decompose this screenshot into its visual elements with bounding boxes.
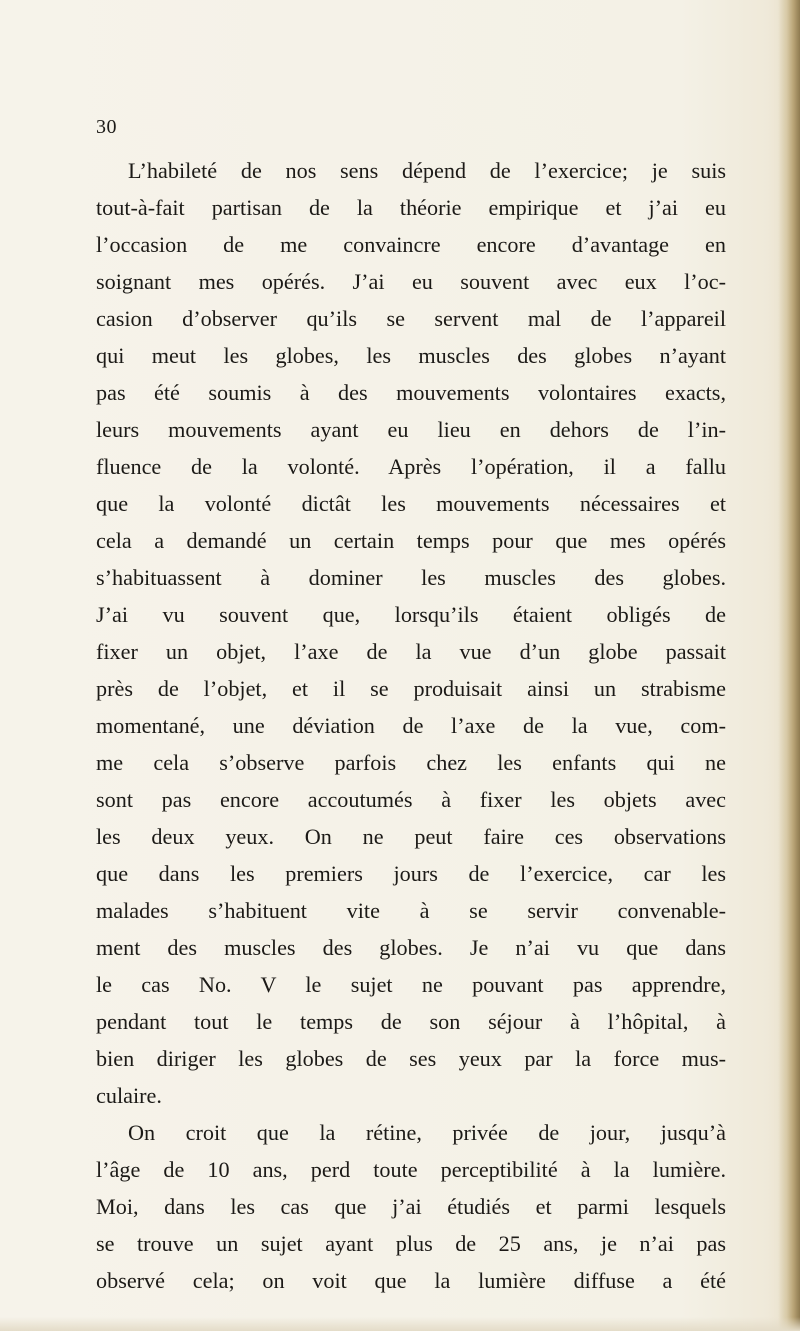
text-line: l’âge de 10 ans, perd toute perceptibilité à la lumière. xyxy=(96,1157,726,1182)
page-bottom-edge xyxy=(0,1317,800,1331)
text-line: pendant tout le temps de son séjour à l’hôpital, à xyxy=(96,1009,726,1034)
text-line: observé cela; on voit que la lumière diffuse a été xyxy=(96,1268,726,1293)
text-line: momentané, une déviation de l’axe de la vue, com- xyxy=(96,713,726,738)
text-line: L’habileté de nos sens dépend de l’exercice; je suis xyxy=(128,158,726,183)
body-text xyxy=(96,152,726,1299)
text-line: bien diriger les globes de ses yeux par la force mus- xyxy=(96,1046,726,1071)
text-line: casion d’observer qu’ils se servent mal de l’appareil xyxy=(96,306,726,331)
text-line: se trouve un sujet ayant plus de 25 ans, je n’ai pas xyxy=(96,1231,726,1256)
text-line: fixer un objet, l’axe de la vue d’un globe passait xyxy=(96,639,726,664)
text-line: l’occasion de me convaincre encore d’avantage en xyxy=(96,232,726,257)
text-line: soignant mes opérés. J’ai eu souvent avec eux l’oc- xyxy=(96,269,726,294)
text-line: qui meut les globes, les muscles des globes n’ayant xyxy=(96,343,726,368)
text-line: On croit que la rétine, privée de jour, jusqu’à xyxy=(128,1120,726,1145)
text-line: tout-à-fait partisan de la théorie empirique et j’ai eu xyxy=(96,195,726,220)
text-line: s’habituassent à dominer les muscles des globes. xyxy=(96,565,726,590)
text-line: sont pas encore accoutumés à fixer les objets avec xyxy=(96,787,726,812)
text-line: pas été soumis à des mouvements volontaires exacts, xyxy=(96,380,726,405)
page-edge-shadow xyxy=(778,0,800,1331)
text-line: près de l’objet, et il se produisait ainsi un strabisme xyxy=(96,676,726,701)
text-line: ment des muscles des globes. Je n’ai vu que dans xyxy=(96,935,726,960)
text-line: malades s’habituent vite à se servir convenable- xyxy=(96,898,726,923)
text-line: me cela s’observe parfois chez les enfants qui ne xyxy=(96,750,726,775)
text-line: cela a demandé un certain temps pour que mes opérés xyxy=(96,528,726,553)
text-line: culaire. xyxy=(96,1083,162,1108)
text-line: que dans les premiers jours de l’exercice, car les xyxy=(96,861,726,886)
page-number: 30 xyxy=(96,116,117,138)
text-line: que la volonté dictât les mouvements nécessaires et xyxy=(96,491,726,516)
text-line: leurs mouvements ayant eu lieu en dehors de l’in- xyxy=(96,417,726,442)
text-line: le cas No. V le sujet ne pouvant pas apprendre, xyxy=(96,972,726,997)
text-line: fluence de la volonté. Après l’opération, il a fallu xyxy=(96,454,726,479)
text-line: J’ai vu souvent que, lorsqu’ils étaient obligés de xyxy=(96,602,726,627)
text-line: Moi, dans les cas que j’ai étudiés et parmi lesquels xyxy=(96,1194,726,1219)
text-line: les deux yeux. On ne peut faire ces observations xyxy=(96,824,726,849)
